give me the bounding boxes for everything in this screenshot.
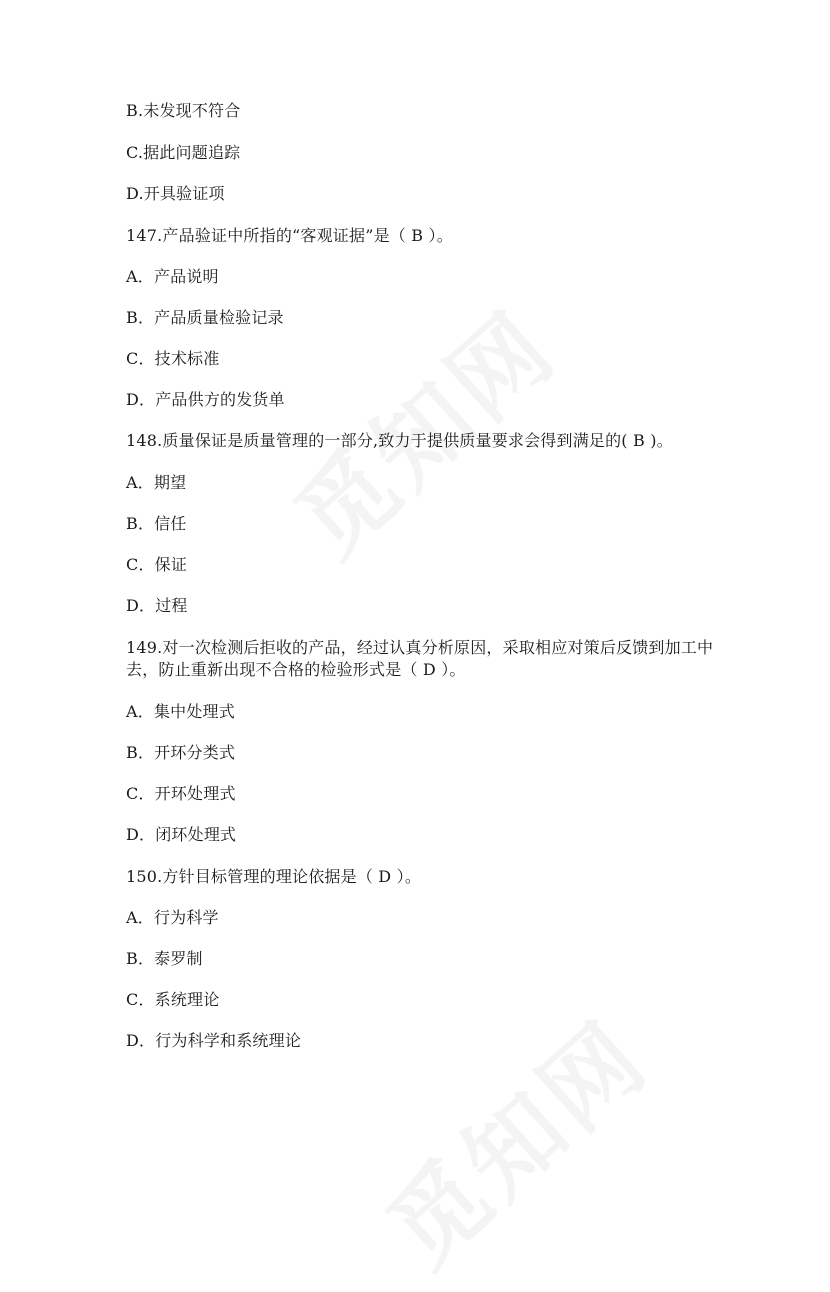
option-line: D．行为科学和系统理论 [126,1031,302,1050]
question-150: 150.方针目标管理的理论依据是（ D ）。 [126,867,422,886]
option-line: B．信任 [126,514,187,533]
question-147: 147.产品验证中所指的“客观证据”是（ B ）。 [126,226,453,245]
option-line: B．产品质量检验记录 [126,308,284,327]
option-line: C．技术标准 [126,349,220,368]
option-line: C．系统理论 [126,990,220,1009]
option-line: B．开环分类式 [126,743,236,762]
option-line: B．泰罗制 [126,949,203,968]
option-line: C．开环处理式 [126,784,236,803]
option-line: A．集中处理式 [126,702,235,721]
option-line: D.开具验证项 [126,184,225,203]
option-line: C．保证 [126,555,188,574]
option-line: D．产品供方的发货单 [126,390,285,409]
option-line: A．产品说明 [126,267,219,286]
option-line: D．过程 [126,596,188,615]
option-line: A．期望 [126,473,187,492]
question-148: 148.质量保证是质量管理的一部分,致力于提供质量要求会得到满足的( B )。 [126,431,673,450]
option-line: D．闭环处理式 [126,825,237,844]
option-line: A．行为科学 [126,908,219,927]
option-line: C.据此问题追踪 [126,143,241,162]
question-149: 149.对一次检测后拒收的产品，经过认真分析原因，采取相应对策后反馈到加工中去，防止重新出现不合格的检验形式是（ D ）。 [126,638,714,679]
option-line: B.未发现不符合 [126,101,241,120]
